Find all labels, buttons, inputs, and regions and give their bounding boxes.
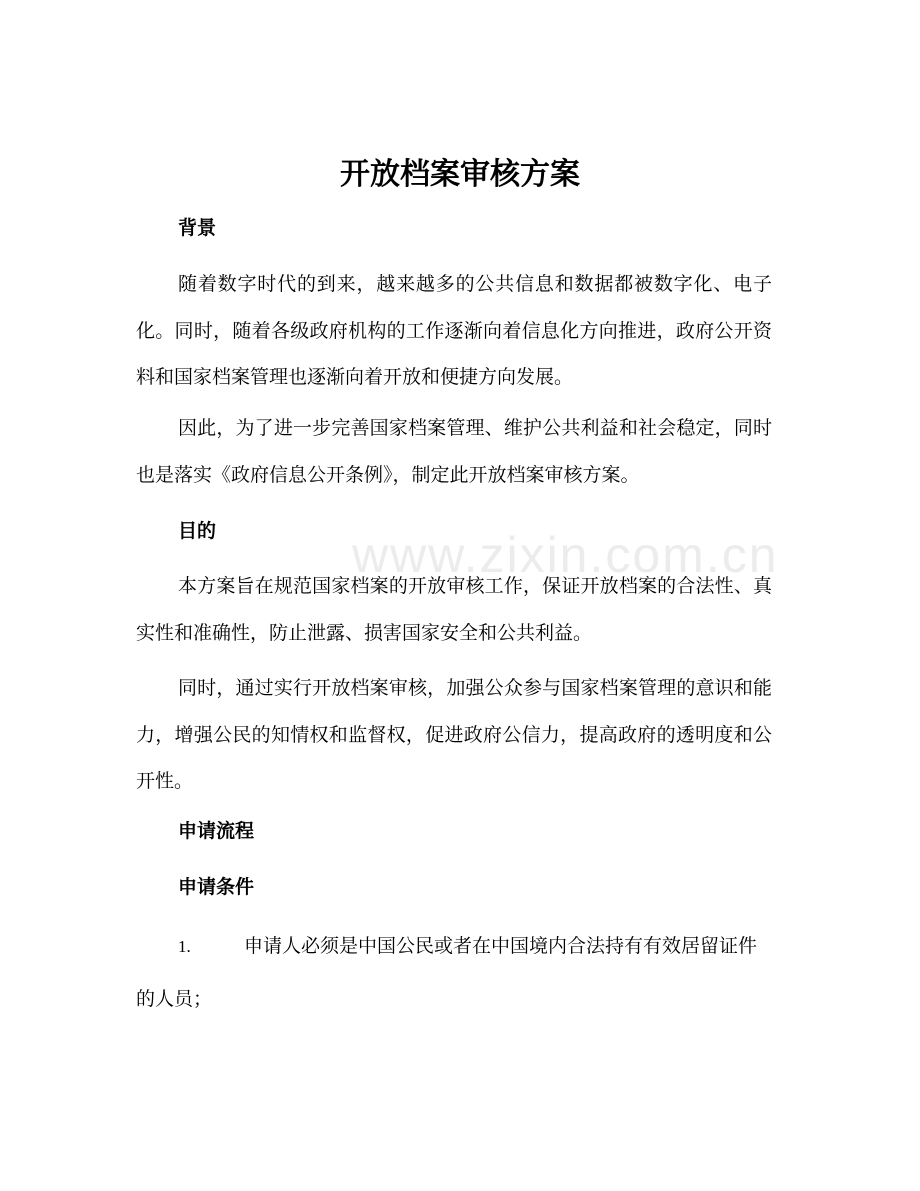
list-item-text: 申请人必须是中国公民或者在中国境内合法持有有效居留证件的人员；: [136, 935, 758, 1010]
watermark: www.zixin.com.cn: [352, 527, 779, 583]
subsection-heading-conditions: 申请条件: [178, 876, 255, 898]
section-heading-purpose: 目的: [178, 520, 217, 542]
document-title: 开放档案审核方案: [340, 157, 580, 192]
purpose-paragraph-1: 本方案旨在规范国家档案的开放审核工作，保证开放档案的合法性、真实性和准确性，防止泄露、损害国家安全和公共利益。: [136, 575, 772, 644]
background-paragraph-2: 因此，为了进一步完善国家档案管理、维护公共利益和社会稳定，同时也是落实《政府信息公开条例》，制定此开放档案审核方案。: [136, 417, 772, 486]
list-item-number: 1.: [178, 937, 191, 956]
purpose-paragraph-2: 同时，通过实行开放档案审核，加强公众参与国家档案管理的意识和能力，增强公民的知情权和监督权，促进政府公信力，提高政府的透明度和公开性。: [136, 677, 772, 792]
list-item: [136, 920, 772, 1025]
background-paragraph-1: 随着数字时代的到来，越来越多的公共信息和数据都被数字化、电子化。同时，随着各级政府机构的工作逐渐向着信息化方向推进，政府公开资料和国家档案管理也逐渐向着开放和便捷方向发展。: [136, 273, 772, 388]
section-heading-background: 背景: [178, 217, 217, 239]
section-heading-process: 申请流程: [178, 820, 255, 842]
